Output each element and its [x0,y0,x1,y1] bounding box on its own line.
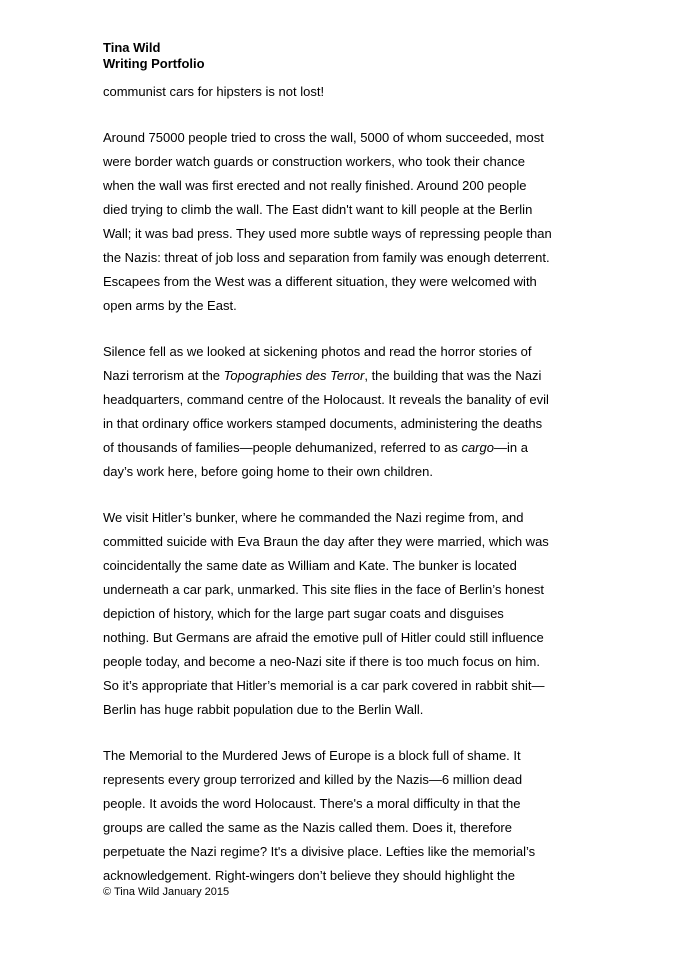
article-body [103,80,593,888]
text-line: Wall; it was bad press. They used more subtle ways of repressing people than [103,226,552,241]
text-line: people. It avoids the word Holocaust. There's a moral difficulty in that the [103,796,521,811]
text-line: depiction of history, which for the large part sugar coats and disguises [103,606,504,621]
text-line: communist cars for hipsters is not lost! [103,84,325,99]
text-line: Escapees from the West was a different situation, they were welcomed with [103,274,537,289]
paragraph-2 [103,126,593,318]
text-line: —in a [493,440,528,455]
text-line: when the wall was first erected and not really finished. Around 200 people [103,178,527,193]
text-line: of thousands of families—people dehumanized, referred to as [103,440,462,455]
text-line: represents every group terrorized and killed by the Nazis—6 million dead [103,772,523,787]
paragraph-3 [103,340,593,484]
text-line: The Memorial to the Murdered Jews of Europe is a block full of shame. It [103,748,521,763]
portfolio-title: Writing Portfolio [103,56,205,71]
text-line: were border watch guards or construction workers, who took their chance [103,154,525,169]
page-header [103,40,205,72]
text-line: acknowledgement. Right-wingers don’t believe they should highlight the [103,868,515,883]
text-line: nothing. But Germans are afraid the emotive pull of Hitler could still influence [103,630,544,645]
text-line: We visit Hitler’s bunker, where he commanded the Nazi regime from, and [103,510,524,525]
text-line: people today, and become a neo-Nazi site if there is too much focus on him. [103,654,540,669]
text-line: Nazi terrorism at the [103,368,224,383]
text-line: the Nazis: threat of job loss and separation from family was enough deterrent. [103,250,550,265]
text-line: underneath a car park, unmarked. This site flies in the face of Berlin’s honest [103,582,545,597]
copyright-footer: © Tina Wild January 2015 [103,886,230,898]
italic-word: cargo [461,440,494,455]
author-name: Tina Wild [103,40,161,55]
text-line: coincidentally the same date as William and Kate. The bunker is located [103,558,517,573]
text-line: Silence fell as we looked at sickening photos and read the horror stories of [103,344,532,359]
text-line: So it’s appropriate that Hitler’s memorial is a car park covered in rabbit shit— [103,678,545,693]
text-line: day’s work here, before going home to their own children. [103,464,434,479]
italic-title: Topographies des Terror [223,368,365,383]
text-line: perpetuate the Nazi regime? It's a divisive place. Lefties like the memorial’s [103,844,536,859]
text-line: died trying to climb the wall. The East didn't want to kill people at the Berlin [103,202,533,217]
text-line: , the building that was the Nazi [364,368,542,383]
paragraph-1 [103,80,593,104]
text-line: in that ordinary office workers stamped documents, administering the deaths [103,416,543,431]
text-line: headquarters, command centre of the Holocaust. It reveals the banality of evil [103,392,549,407]
paragraph-5 [103,744,593,888]
paragraph-4 [103,506,593,722]
text-line: Berlin has huge rabbit population due to the Berlin Wall. [103,702,424,717]
text-line: open arms by the East. [103,298,237,313]
text-line: committed suicide with Eva Braun the day after they were married, which was [103,534,549,549]
text-line: Around 75000 people tried to cross the wall, 5000 of whom succeeded, most [103,130,544,145]
text-line: groups are called the same as the Nazis called them. Does it, therefore [103,820,512,835]
